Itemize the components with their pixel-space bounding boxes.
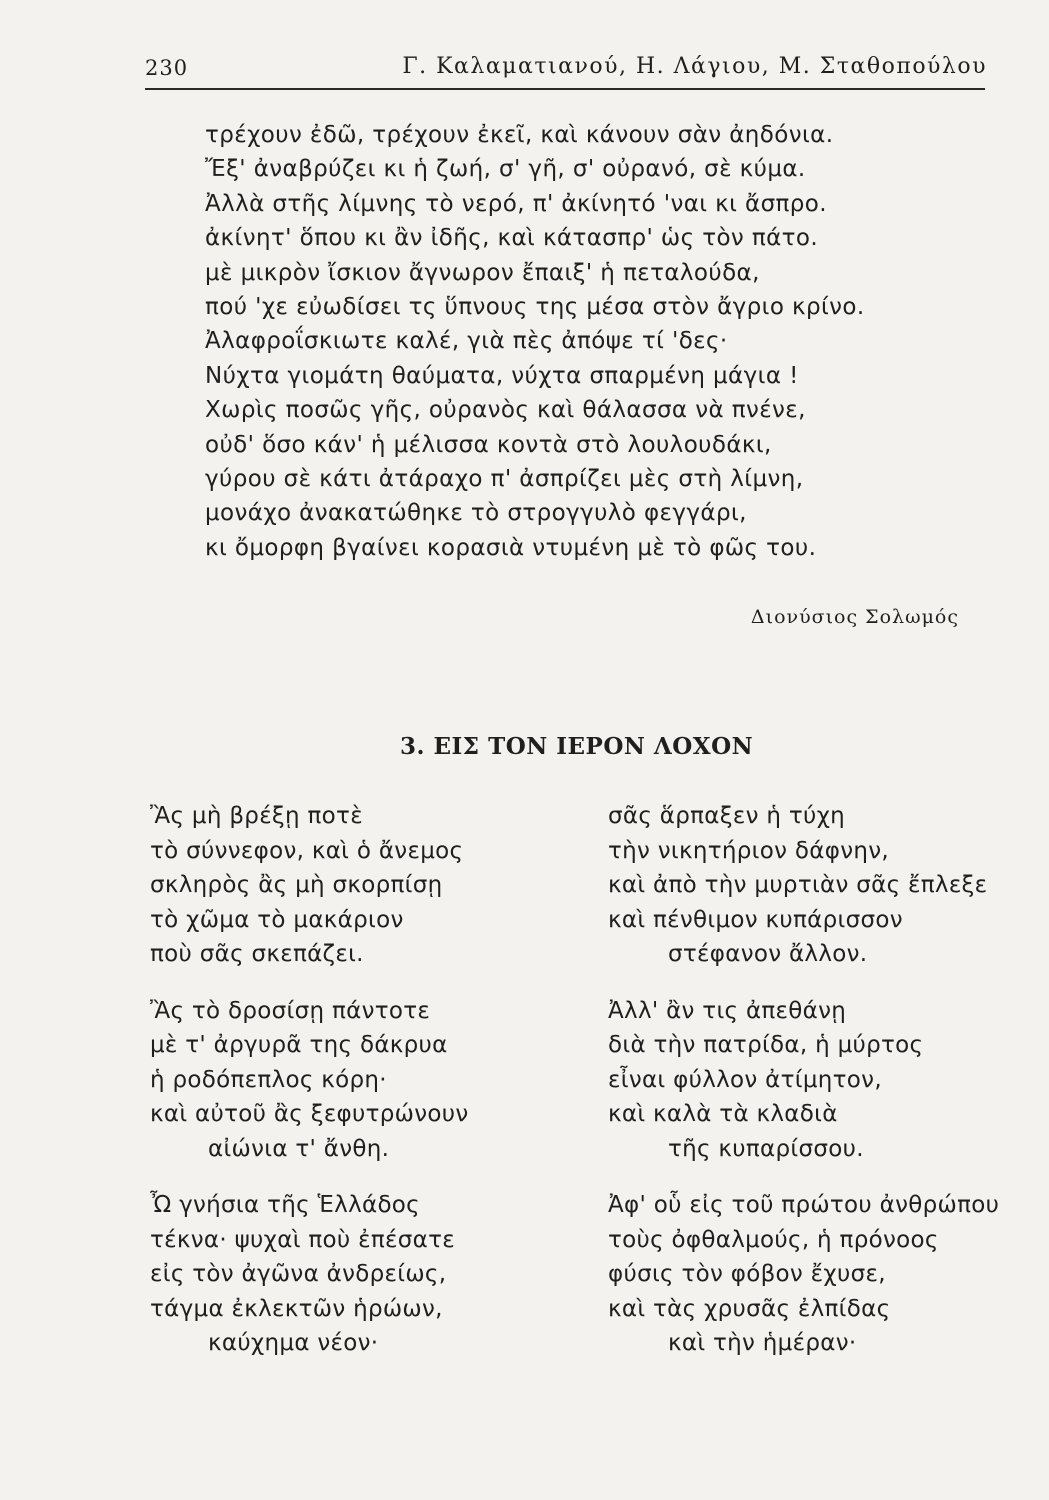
poem-line: Ἀλλὰ στῆς λίμνης τὸ νερό, π' ἀκίνητό 'ναι κι ἄσπρο. <box>205 190 827 217</box>
poem-line: Ὦ γνήσια τῆς Ἑλλάδος <box>150 1192 420 1218</box>
section-title: 3. ΕΙΣ ΤΟΝ ΙΕΡΟΝ ΛΟΧΟΝ <box>400 733 754 760</box>
poem-line: Νύχτα γιομάτη θαύματα, νύχτα σπαρμένη μάγια ! <box>205 362 799 389</box>
poem-line: μονάχο ἀνακατώθηκε τὸ στρογγυλὸ φεγγάρι, <box>205 500 747 527</box>
poem-line: εἶναι φύλλον ἀτίμητον, <box>608 1066 882 1093</box>
poem-line: διὰ τὴν πατρίδα, ἡ μύρτος <box>608 1032 924 1058</box>
poem-left-column <box>150 799 530 1383</box>
poem-line: γύρου σὲ κάτι ἀτάραχο π' ἀσπρίζει μὲς στὴ λίμνη, <box>205 465 804 492</box>
poem-line: καύχημα νέον· <box>208 1330 379 1356</box>
poem-line: Ἔξ' ἀναβρύζει κι ἡ ζωή, σ' γῆ, σ' οὐρανό, σὲ κύμα. <box>205 156 806 183</box>
stanza <box>150 799 530 972</box>
poem-line: καὶ πένθιμον κυπάρισσον <box>608 906 903 933</box>
poem-line: τάγμα ἐκλεκτῶν ἡρώων, <box>150 1295 443 1322</box>
poem-line: τὸ χῶμα τὸ μακάριον <box>150 906 404 933</box>
poem-line: οὐδ' ὅσο κάν' ἡ μέλισσα κοντὰ στὸ λουλουδάκι, <box>205 431 772 458</box>
stanza <box>150 994 530 1167</box>
poem-line: Ἀλλ' ἂν τις ἀπεθάνῃ <box>608 997 847 1024</box>
running-head: Γ. Καλαματιανού, Η. Λάγιου, Μ. Σταθοπούλου <box>402 54 987 79</box>
page-number: 230 <box>145 56 189 80</box>
poem-line: τῆς κυπαρίσσου. <box>668 1135 864 1162</box>
poem-right-column <box>608 799 1028 1383</box>
poem-line: τοὺς ὀφθαλμούς, ἡ πρόνοος <box>608 1226 939 1253</box>
poem-line: ἡ ροδόπεπλος κόρη· <box>150 1066 387 1093</box>
poem-line: πού 'χε εὐωδίσει τς ὕπνους της μέσα στὸν ἄγριο κρίνο. <box>205 293 865 320</box>
poem-line: σκληρὸς ἂς μὴ σκορπίσῃ <box>150 872 443 898</box>
poem-line: εἰς τὸν ἀγῶνα ἀνδρείως, <box>150 1261 447 1287</box>
poem-line: καὶ καλὰ τὰ κλαδιὰ <box>608 1101 838 1127</box>
poem-line: ποὺ σᾶς σκεπάζει. <box>150 941 364 967</box>
poem-line: μὲ τ' ἀργυρᾶ της δάκρυα <box>150 1032 448 1058</box>
poem-line: Ἀφ' οὗ εἰς τοῦ πρώτου ἀνθρώπου <box>608 1192 1000 1218</box>
poem-line: Χωρὶς ποσῶς γῆς, οὐρανὸς καὶ θάλασσα νὰ πνένε, <box>205 397 806 424</box>
poem-line: κι ὄμορφη βγαίνει κορασιὰ ντυμένη μὲ τὸ φῶς του. <box>205 534 817 561</box>
poem-line: σᾶς ἅρπαξεν ἡ τύχη <box>608 803 846 829</box>
stanza <box>608 994 1028 1167</box>
poem-line: στέφανον ἄλλον. <box>668 941 868 967</box>
poem-attribution: Διονύσιος Σολωμός <box>750 606 959 628</box>
stanza <box>150 1188 530 1361</box>
poem-line: καὶ ἀπὸ τὴν μυρτιὰν σᾶς ἔπλεξε <box>608 872 988 898</box>
poem-line: Ἀλαφροΐσκιωτε καλέ, γιὰ πὲς ἀπόψε τί 'δες· <box>205 328 728 355</box>
stanza <box>608 1188 1028 1361</box>
poem-line: αἰώνια τ' ἄνθη. <box>208 1135 390 1162</box>
poem-line: καὶ τὰς χρυσᾶς ἐλπίδας <box>608 1295 891 1322</box>
stanza <box>608 799 1028 972</box>
poem-solomos <box>205 118 925 565</box>
poem-line: τέκνα· ψυχαὶ ποὺ ἐπέσατε <box>150 1226 455 1253</box>
poem-line: φύσις τὸν φόβον ἔχυσε, <box>608 1261 886 1287</box>
poem-line: Ἂς μὴ βρέξῃ ποτὲ <box>150 803 363 829</box>
poem-line: τὸ σύννεφον, καὶ ὁ ἄνεμος <box>150 837 464 864</box>
poem-line: τρέχουν ἐδῶ, τρέχουν ἐκεῖ, καὶ κάνουν σὰν ἀηδόνια. <box>205 122 834 148</box>
poem-line: καὶ αὐτοῦ ἂς ξεφυτρώνουν <box>150 1101 469 1127</box>
poem-line: Ἂς τὸ δροσίσῃ πάντοτε <box>150 997 431 1024</box>
poem-line: ἀκίνητ' ὅπου κι ἂν ἰδῆς, καὶ κάτασπρ' ὡς τὸν πάτο. <box>205 225 819 252</box>
poem-line: καὶ τὴν ἡμέραν· <box>668 1330 857 1356</box>
poem-line: τὴν νικητήριον δάφνην, <box>608 837 889 864</box>
poem-line: μὲ μικρὸν ἴσκιον ἄγνωρον ἔπαιξ' ἡ πεταλούδα, <box>205 259 760 286</box>
header-rule <box>145 88 985 90</box>
